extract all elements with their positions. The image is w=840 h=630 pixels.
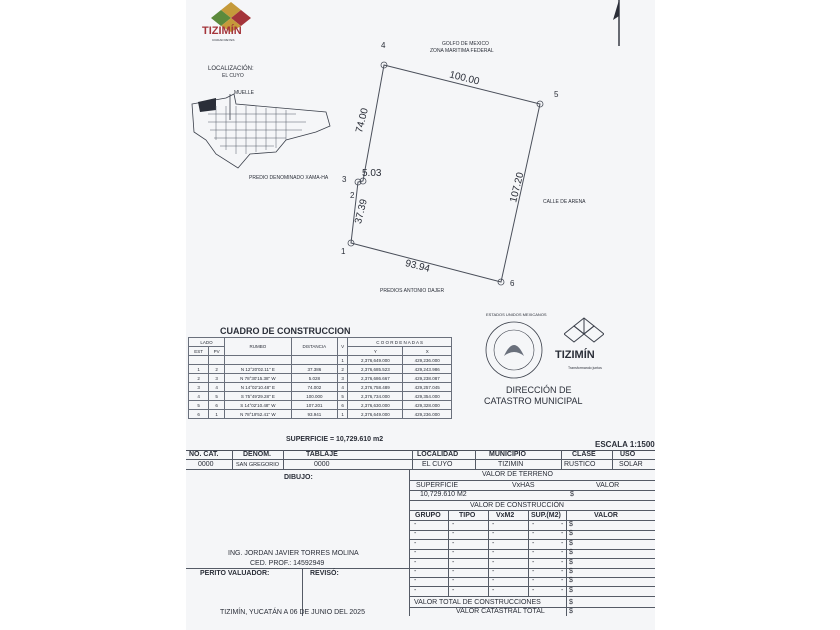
office-logo-text: TIZIMÍN — [555, 349, 595, 361]
label-west: PREDIO DENOMINADO XAMA-HA — [249, 175, 329, 181]
col-coordenadas: C O O R D E N A D A S — [348, 338, 452, 347]
v-municipio: TIZIMIN — [498, 461, 524, 468]
h-denom: DENOM. — [243, 451, 271, 458]
h-municipio: MUNICIPIO — [489, 451, 526, 458]
cv-h-sup: SUP.(M2) — [531, 512, 561, 519]
cell-dash: - — [452, 586, 455, 594]
cell-currency: $ — [569, 577, 573, 585]
cell-dash: - — [452, 558, 455, 566]
cell-dash: - — [561, 577, 564, 585]
cell-currency: $ — [569, 530, 573, 538]
muelle-label: MUELLE — [234, 90, 255, 96]
col-rumbo: RUMBO — [224, 338, 291, 356]
distance-short: 5.03 — [362, 168, 382, 179]
table-row: 2 3 N 78°30'15.38" W 5.028 3 2,376,686.667 429,238.087 — [189, 374, 452, 383]
cell-currency: $ — [569, 586, 573, 594]
table-row: 6 1 N 78°19'52.41" W 93.941 1 2,376,649.000 429,236.000 — [189, 410, 452, 419]
cell-dash: - — [414, 549, 417, 557]
land-h-valor: VALOR — [596, 482, 620, 489]
location-value: EL CUYO — [222, 73, 244, 79]
cell-dash: - — [561, 586, 564, 594]
engineer-name: ING. JORDAN JAVIER TORRES MOLINA — [228, 550, 359, 557]
v-localidad: EL CUYO — [422, 461, 453, 468]
cell-dash: - — [452, 530, 455, 538]
land-surface: 10,729.610 M2 — [420, 491, 467, 498]
cell-dash: - — [414, 577, 417, 585]
vertex-4: 4 — [381, 41, 386, 50]
cv-h-vxm2: VxM2 — [496, 512, 515, 519]
footer-date: TIZIMÍN, YUCATÁN A 06 DE JUNIO DEL 2025 — [220, 609, 365, 616]
dibujo-label: DIBUJO: — [284, 474, 313, 481]
location-label: LOCALIZACIÓN: — [208, 66, 254, 72]
v-no-cat: 0000 — [198, 461, 214, 468]
col-y: Y — [348, 347, 403, 356]
cell-dash: - — [452, 539, 455, 547]
cell-dash: - — [452, 568, 455, 575]
cell-dash: - — [452, 521, 455, 528]
cell-dash: - — [532, 577, 535, 585]
construction-title: CUADRO DE CONSTRUCCION — [220, 326, 351, 336]
logo-subtext: CIUDAD REYES — [212, 38, 235, 42]
land-value-title: VALOR DE TERRENO — [482, 471, 553, 478]
cell-dash: - — [492, 521, 495, 528]
distance-left: 74.00 — [354, 107, 371, 134]
perito-label: PERITO VALUADOR: — [200, 570, 270, 577]
v-tablaje: 0000 — [314, 461, 330, 468]
cv-h-tipo: TIPO — [459, 512, 476, 519]
cell-dash: - — [414, 586, 417, 594]
cell-currency: $ — [569, 558, 573, 566]
total-constructions-currency: $ — [569, 599, 573, 606]
land-h-vxhas: VxHAS — [512, 482, 535, 489]
h-clase: CLASE — [572, 451, 596, 458]
engineer-ced: CED. PROF.: 14592949 — [250, 560, 325, 567]
distance-right: 107.20 — [508, 171, 527, 204]
cell-dash: - — [532, 586, 535, 594]
vertex-3: 3 — [342, 175, 347, 184]
direction-line-1: DIRECCIÓN DE — [506, 385, 572, 395]
cv-h-valor: VALOR — [594, 512, 618, 519]
v-uso: SOLAR — [619, 461, 643, 468]
table-row: 1 2,376,649.000 429,236.000 — [189, 356, 452, 365]
seal-text: ESTADOS UNIDOS MEXICANOS — [486, 312, 547, 317]
total-constructions-label: VALOR TOTAL DE CONSTRUCCIONES — [414, 599, 541, 606]
cell-dash: - — [414, 568, 417, 575]
cell-currency: $ — [569, 549, 573, 557]
office-logo-icon — [564, 316, 604, 346]
col-x: X — [403, 347, 452, 356]
form-frame — [186, 450, 655, 617]
distance-lower-left: 37.39 — [353, 198, 370, 225]
cell-dash: - — [532, 558, 535, 566]
cell-dash: - — [414, 558, 417, 566]
label-south: PREDIOS ANTONIO DAJER — [380, 288, 445, 294]
national-seal-icon — [482, 318, 546, 382]
construction-table — [188, 337, 452, 419]
col-lado: LADO — [189, 338, 225, 347]
cell-dash: - — [561, 539, 564, 547]
label-north-1: GOLFO DE MEXICO — [442, 41, 489, 47]
land-h-surface: SUPERFICIE — [416, 482, 459, 489]
cell-dash: - — [414, 530, 417, 538]
cell-dash: - — [561, 530, 564, 538]
cell-dash: - — [561, 568, 564, 575]
distance-top: 100.00 — [448, 69, 481, 88]
total-catastral-label: VALOR CATASTRAL TOTAL — [456, 608, 545, 615]
vertex-5: 5 — [554, 90, 559, 99]
surface-total: SUPERFICIE = 10,729.610 m2 — [286, 436, 384, 443]
col-est: EST — [189, 347, 209, 356]
cell-dash: - — [414, 539, 417, 547]
cell-dash: - — [492, 558, 495, 566]
v-denom: SAN GREGORIO — [236, 462, 280, 468]
cell-currency: $ — [569, 539, 573, 547]
distance-bottom: 93.94 — [404, 258, 431, 275]
land-currency: $ — [570, 491, 574, 498]
h-localidad: LOCALIDAD — [417, 451, 459, 458]
cell-dash: - — [492, 568, 495, 575]
cell-currency: $ — [569, 568, 573, 575]
label-east: CALLE DE ARENA — [543, 199, 586, 205]
cell-dash: - — [492, 586, 495, 594]
cell-dash: - — [532, 530, 535, 538]
cell-dash: - — [561, 549, 564, 557]
vertex-2: 2 — [350, 191, 355, 200]
office-logo-sub: Transformando juntos — [568, 366, 602, 370]
cell-dash: - — [532, 549, 535, 557]
construction-value-title: VALOR DE CONSTRUCCIÓN — [470, 502, 564, 509]
table-row: 1 2 N 12°20'02.11" E 37.386 2 2,376,685.523 429,243.986 — [189, 365, 452, 374]
cell-currency: $ — [569, 521, 573, 528]
h-uso: USO — [620, 451, 636, 458]
col-pv: PV — [209, 347, 225, 356]
table-row: 4 5 S 75°49'29.28" E 100.000 5 2,376,734.000 429,354.000 — [189, 392, 452, 401]
v-clase: RUSTICO — [564, 461, 596, 468]
cell-dash: - — [532, 521, 535, 528]
reviso-label: REVISÓ: — [310, 570, 339, 577]
h-tablaje: TABLAJE — [306, 451, 338, 458]
cell-dash: - — [532, 568, 535, 575]
cell-dash: - — [492, 549, 495, 557]
cell-dash: - — [452, 577, 455, 585]
vertex-1: 1 — [341, 247, 346, 256]
cell-dash: - — [561, 558, 564, 566]
cadastral-sheet — [186, 0, 655, 630]
cell-dash: - — [452, 549, 455, 557]
logo-text: TIZIMÍN — [202, 25, 242, 37]
vertex-6: 6 — [510, 279, 515, 288]
scale-label: ESCALA 1:1500 — [595, 440, 655, 449]
label-north-2: ZONA MARITIMA FEDERAL — [430, 48, 494, 54]
col-v: V — [337, 338, 347, 356]
cell-dash: - — [561, 521, 564, 528]
direction-line-2: CATASTRO MUNICIPAL — [484, 396, 583, 406]
cell-dash: - — [492, 530, 495, 538]
table-row: 5 6 S 14°02'10.48" W 107.201 6 2,376,630.000 429,328.000 — [189, 401, 452, 410]
total-catastral-currency: $ — [569, 608, 573, 615]
cv-h-grupo: GRUPO — [415, 512, 441, 519]
col-distancia: DISTANCIA — [291, 338, 337, 356]
h-no-cat: NO. CAT. — [189, 451, 219, 458]
cell-dash: - — [532, 539, 535, 547]
cell-dash: - — [492, 539, 495, 547]
cell-dash: - — [414, 521, 417, 528]
table-row: 3 4 N 14°02'10.48" E 74.002 4 2,376,758.489 429,257.045 — [189, 383, 452, 392]
cell-dash: - — [492, 577, 495, 585]
